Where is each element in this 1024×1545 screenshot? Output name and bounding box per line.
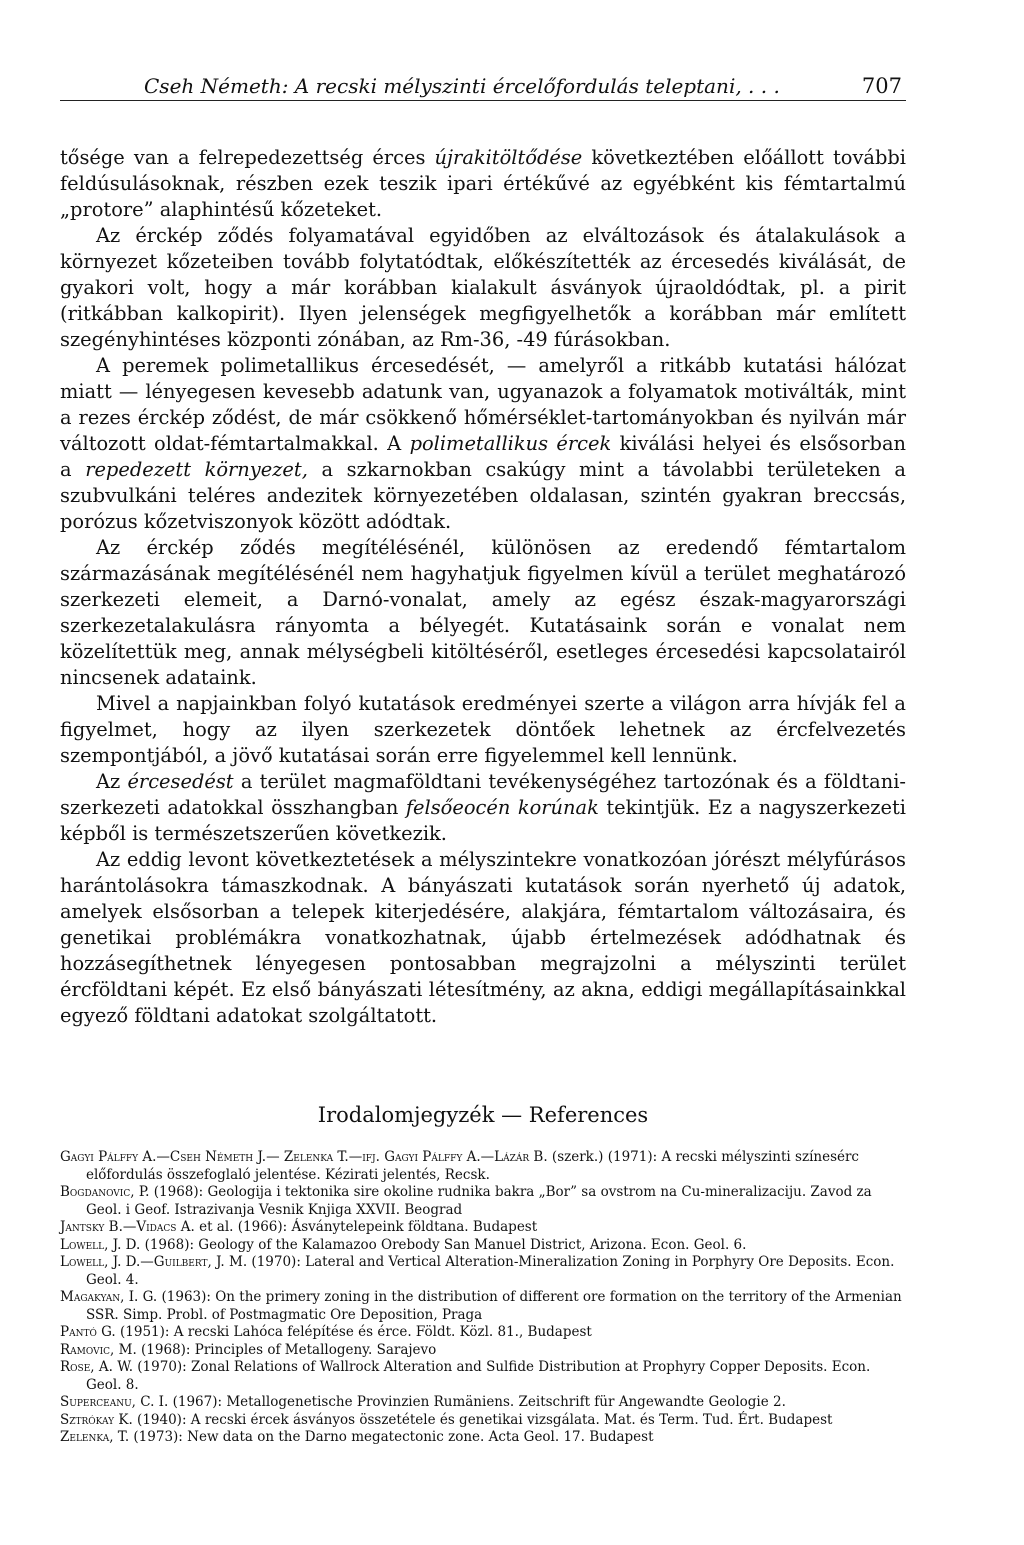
body-paragraph xyxy=(60,535,906,691)
paragraph-text: tekintjük. Ez a nagyszerkezeti képből is természetszerűen következik. xyxy=(60,796,906,845)
reference-details: (1967): Metallogenetische Provinzien Rumäniens. Zeitschrift für Angewandte Geologie 2. xyxy=(168,1394,786,1410)
reference-authors: Bogdanovic, P. xyxy=(60,1184,150,1200)
reference-authors: Lowell, J. D.—Guilbert, J. M. xyxy=(60,1254,248,1270)
reference-entry xyxy=(60,1149,906,1184)
emphasis-text: felsőeocén korúnak xyxy=(405,796,599,819)
emphasis-text: repedezett környezet, xyxy=(85,458,308,481)
reference-details: et al. (1966): Ásványtelepeink földtana. Budapest xyxy=(194,1219,538,1235)
reference-entry xyxy=(60,1342,906,1360)
paragraph-text: következtében előállott további feldúsulásoknak, részben ezek teszik ipari értékűvé az egyébként kis fémtartalmú „protore” alaphintésű kőzeteket. xyxy=(60,146,906,221)
paragraph-text: Az érckép ződés megítélésénél, különösen az eredendő fémtartalom származásának megítélésénél nem hagyhatjuk figyelmen kívül a terület meghatározó szerkezeti elemeit, a Darnó-vonalat, amely az egész észak-magyarországi szerkezetalakulásra rányomta a bélyegét. Kutatásaink során e vonalat nem közelítettük meg, annak mélységbeli kitöltéséről, esetleges ércesedési kapcsolatairól nincsenek adataink. xyxy=(60,536,906,689)
reference-authors: Magakyan, I. G. xyxy=(60,1289,158,1305)
references-list xyxy=(60,1149,906,1447)
reference-entry xyxy=(60,1394,906,1412)
running-title: Cseh Németh: A recski mélyszinti ércelőfordulás teleptani, . . . xyxy=(144,74,780,98)
paragraph-text: a szkarnokban csakúgy mint a távolabbi területeken a szubvulkáni teléres andezitek környezetében oldalasan, szintén gyakran breccsás, porózus kőzetviszonyok között adódtak. xyxy=(60,458,906,533)
reference-authors: Ramovic, M. xyxy=(60,1341,137,1358)
reference-details: (1940): A recski ércek ásványos összetétele és genetikai vizsgálata. Mat. és Term. Tud. Ért. Budapest xyxy=(132,1411,833,1428)
reference-details: (1968): Geologija i tektonika sire okoline rudnika bakra „Bor” sa ovstrom na Cu-mineralizaciju. Zavod za Geol. i Geof. Istrazivanja Vesnik Knjiga XXVII. Beograd xyxy=(86,1184,872,1218)
reference-details: (1970): Zonal Relations of Wallrock Alteration and Sulfide Distribution at Prophyry Copper Deposits. Econ. Geol. 8. xyxy=(86,1359,871,1393)
paragraph-text: Az érckép ződés folyamatával egyidőben az elváltozások és átalakulások a környezet kőzeteiben tovább folytatódtak, előkészítették az ércesedés kiválását, de gyakori volt, hogy a már korábban kialakult ásványok újraoldódtak, pl. a pirit (ritkábban kalkopirit). Ilyen jelenségek megfigyelhetők a korábban már említett szegényhintéses központi zónában, az Rm-36, -49 fúrásokban. xyxy=(60,224,906,351)
reference-authors: Superceanu, C. I. xyxy=(60,1394,169,1410)
reference-details: (1973): New data on the Darno megatectonic zone. Acta Geol. 17. Budapest xyxy=(129,1429,654,1445)
body-text xyxy=(60,145,906,1029)
reference-authors: Sztrókay K. xyxy=(60,1411,133,1428)
reference-entry xyxy=(60,1254,906,1289)
paragraph-text: Az eddig levont következtetések a mélyszintekre vonatkozóan jórészt mélyfúrásos harántolásokra támaszkodnak. A bányászati kutatások során nyerhető új adatok, amelyek elsősorban a telepek kiterjedésére, alakjára, fémtartalom változásaira, és genetikai problémákra vonatkozhatnak, újabb értelmezések adódhatnak és hozzásegíthetnek lényegesen pontosabban megrajzolni a mélyszinti terület ércföldtani képét. Ez első bányászati létesítmény, az akna, eddigi megállapításainkkal egyező földtani adatokat szolgáltatott. xyxy=(60,848,906,1027)
reference-authors: Jantsky B.—Vidacs A. xyxy=(60,1219,195,1235)
reference-entry xyxy=(60,1219,906,1237)
body-paragraph xyxy=(60,691,906,769)
emphasis-text: ércesedést xyxy=(127,770,234,793)
reference-details: (1968): Geology of the Kalamazoo Orebody San Manuel District, Arizona. Econ. Geol. 6. xyxy=(140,1236,747,1253)
reference-details: (1951): A recski Lahóca felépítése és érce. Földt. Közl. 81., Budapest xyxy=(115,1324,592,1340)
reference-authors: Zelenka, T. xyxy=(60,1429,130,1445)
reference-authors: Lowell, J. D. xyxy=(60,1236,141,1253)
running-header xyxy=(60,60,906,101)
reference-authors: Pantó G. xyxy=(60,1324,116,1340)
body-paragraph xyxy=(60,353,906,535)
reference-entry xyxy=(60,1429,906,1447)
paragraph-text: Mivel a napjainkban folyó kutatások eredményei szerte a világon arra hívják fel a figyelmet, hogy az ilyen szerkezetek döntőek lehetnek az ércfelvezetés szempontjából, a jövő kutatásai során erre figyelemmel kell lennünk. xyxy=(60,692,906,767)
body-paragraph xyxy=(60,769,906,847)
emphasis-text: polimetallikus ércek xyxy=(409,432,612,455)
reference-details: (szerk.) (1971): A recski mélyszinti színesérc előfordulás összefoglaló jelentése. Kézirati jelentés, Recsk. xyxy=(86,1149,859,1183)
emphasis-text: újrakitöltődése xyxy=(434,146,583,169)
paragraph-text: Az xyxy=(96,770,128,793)
body-paragraph xyxy=(60,223,906,353)
reference-entry xyxy=(60,1412,906,1430)
reference-authors: Rose, A. W. xyxy=(60,1359,133,1375)
body-paragraph xyxy=(60,145,906,223)
paragraph-text: kiválási helyei és elsősorban a xyxy=(60,432,907,481)
paragraph-text: A peremek polimetallikus ércesedését, — amelyről a ritkább kutatási hálózat miatt — lényegesen kevesebb adatunk van, ugyanazok a folyamatok motiválták, mint a rezes érckép ződést, de már csökkenő hőmérséklet-tartományokban és nyilván már változott oldat-fémtartalmakkal. A xyxy=(60,354,906,455)
reference-details: (1968): Principles of Metallogeny. Sarajevo xyxy=(136,1341,437,1358)
references-heading: Irodalomjegyzék — References xyxy=(317,1103,649,1127)
reference-details: (1963): On the primery zoning in the distribution of different ore formation on the territory of the Armenian SSR. Simp. Probl. of Postmagmatic Ore Deposition, Praga xyxy=(86,1289,902,1323)
reference-entry xyxy=(60,1237,906,1255)
paragraph-text: tősége van a felrepedezettség érces xyxy=(60,146,435,169)
page xyxy=(60,60,906,1447)
body-paragraph xyxy=(60,847,906,1029)
paragraph-text: a terület magmaföldtani tevékenységéhez tartozónak és a földtani-szerkezeti adatokkal összhangban xyxy=(60,770,906,819)
reference-authors: Gagyi Pálffy A.—Cseh Németh J.— Zelenka T.—ifj. Gagyi Pálffy A.—Lázár B. xyxy=(60,1149,548,1165)
reference-entry xyxy=(60,1289,906,1324)
reference-entry xyxy=(60,1324,906,1342)
reference-entry xyxy=(60,1359,906,1394)
page-number: 707 xyxy=(861,74,902,98)
reference-details: (1970): Lateral and Vertical Alteration-Mineralization Zoning in Porphyry Ore Deposits. Econ. Geol. 4. xyxy=(86,1254,895,1288)
reference-entry xyxy=(60,1184,906,1219)
